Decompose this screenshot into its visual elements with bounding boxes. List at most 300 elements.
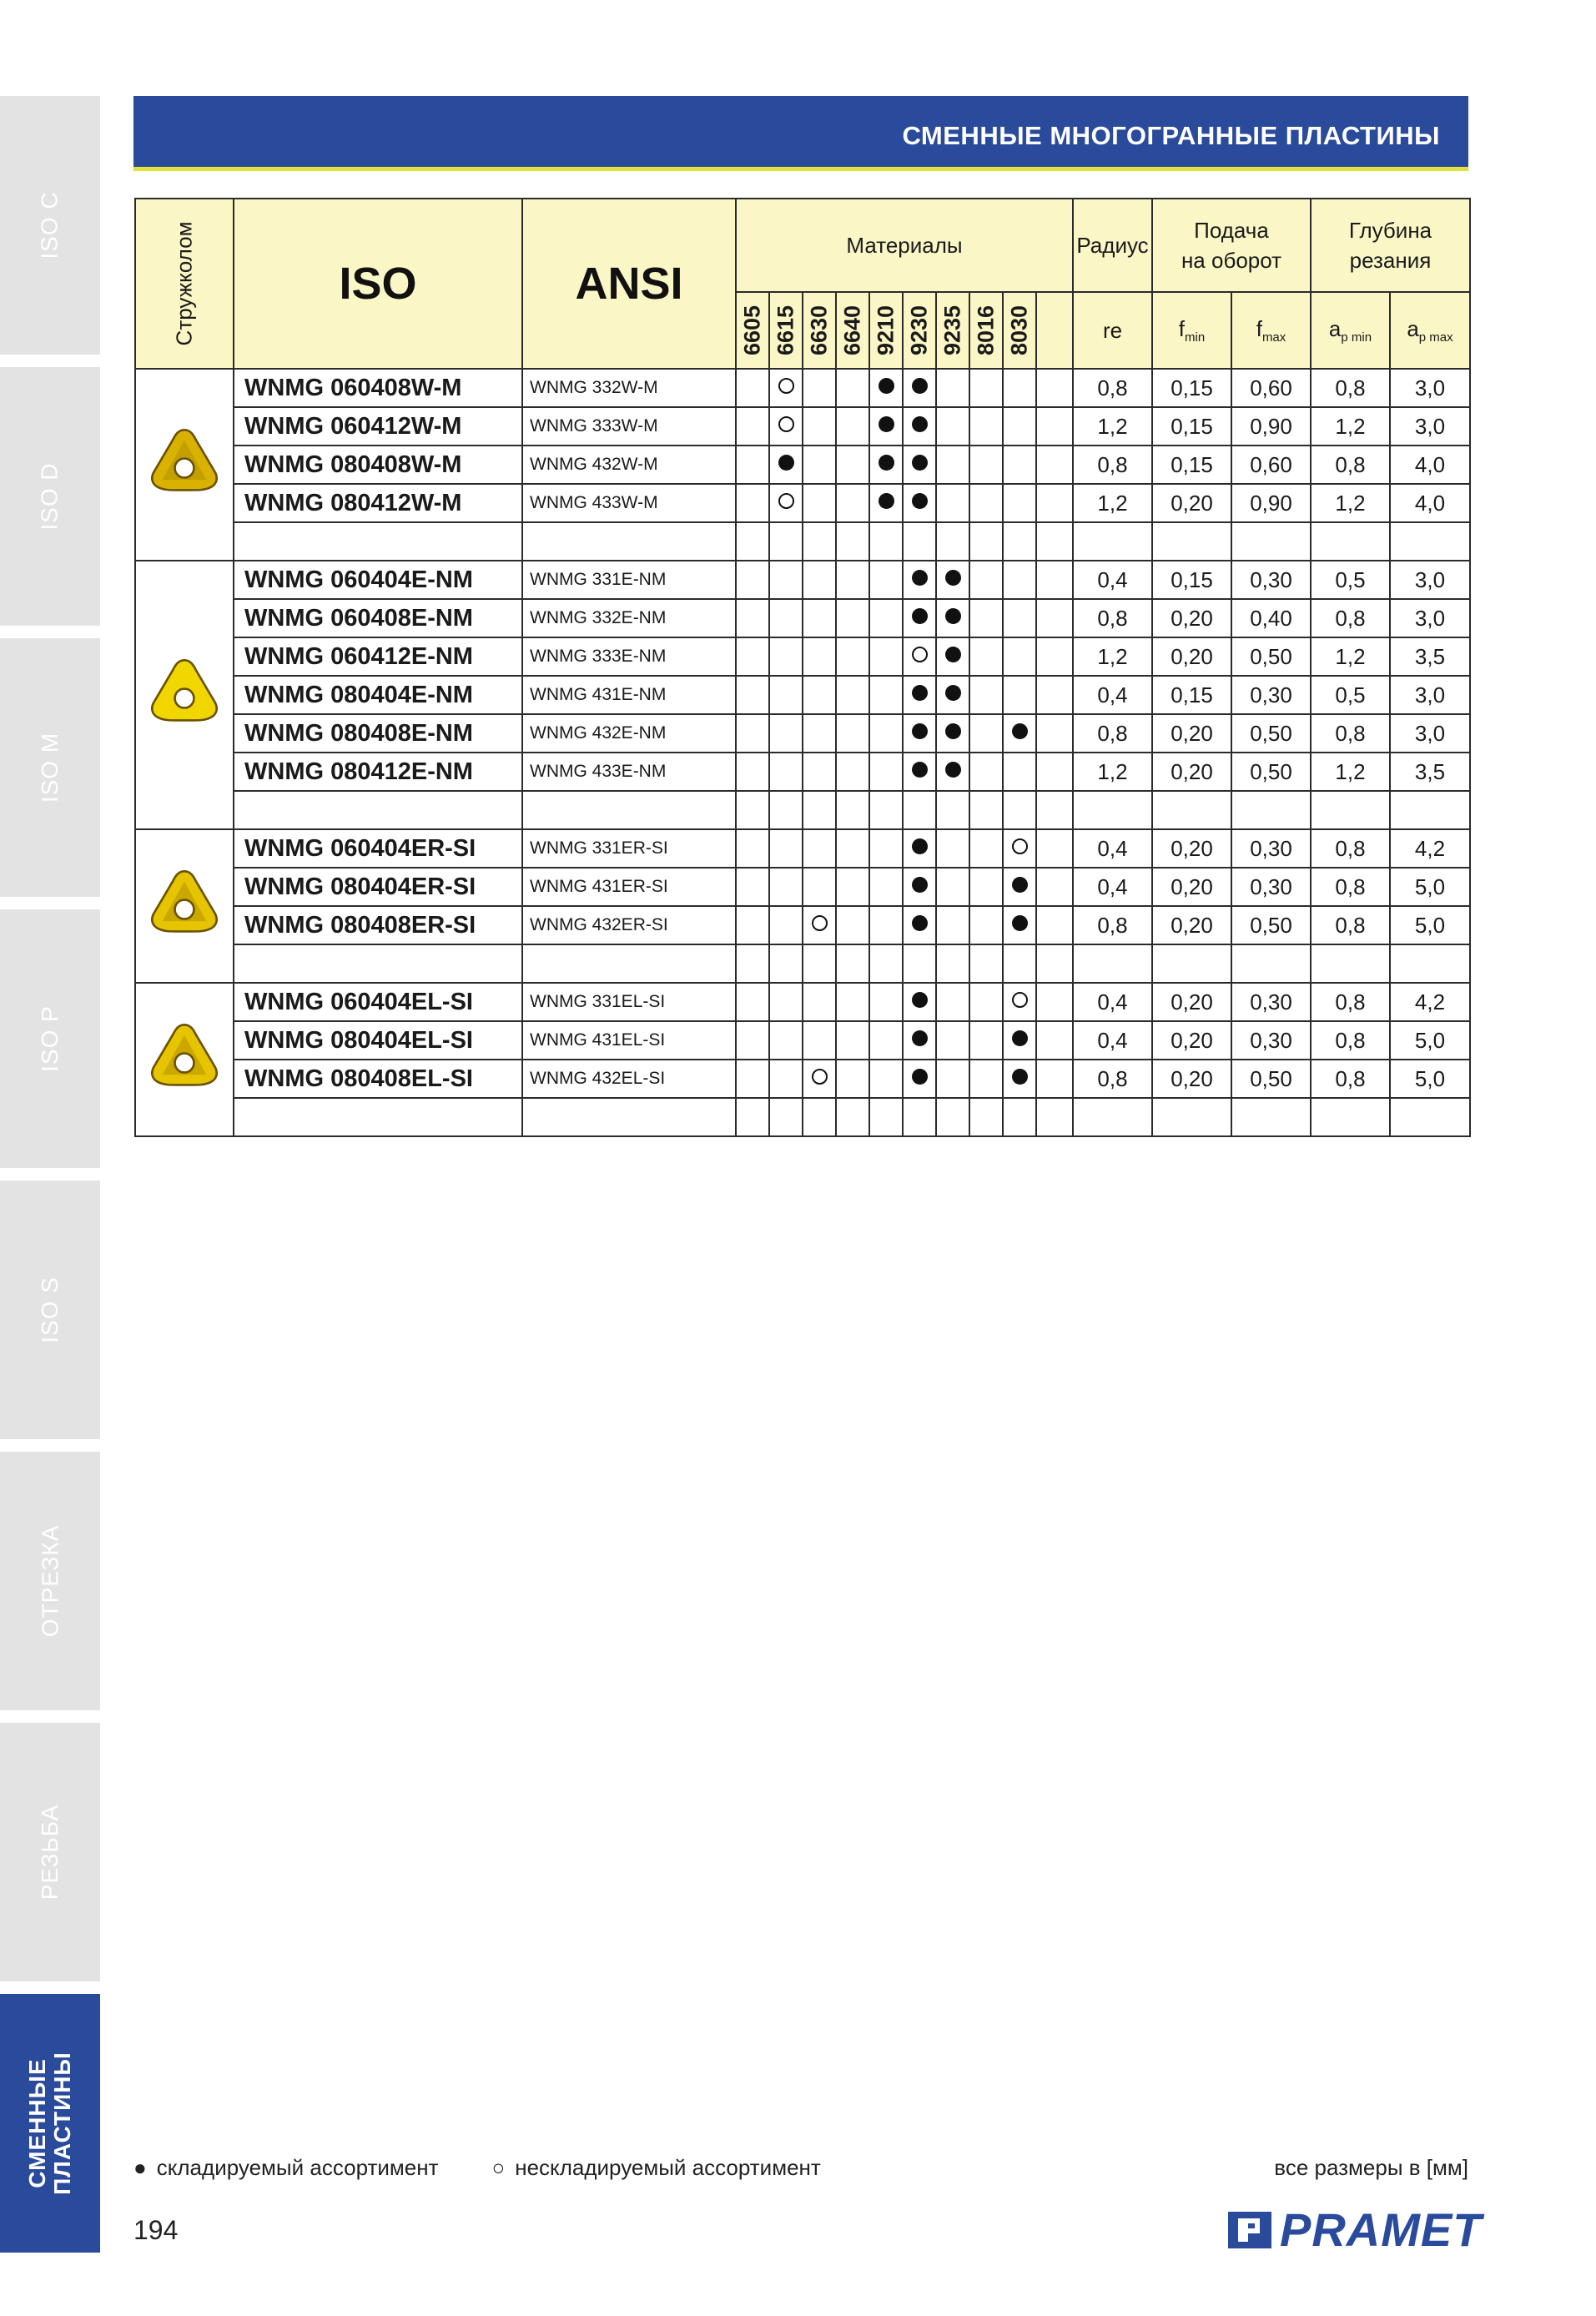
grade-cell: [1003, 983, 1036, 1021]
grade-cell: [736, 407, 769, 446]
hollow-dot-icon: ○: [491, 2155, 506, 2180]
grade-header: 8016: [969, 292, 1003, 369]
re-value: 0,8: [1073, 1060, 1152, 1098]
grade-cell: [736, 561, 769, 599]
grade-cell: [769, 446, 803, 484]
grade-cell: [803, 561, 836, 599]
grade-header: 6630: [803, 292, 836, 369]
apmax-value: 3,0: [1390, 714, 1470, 753]
grade-cell: [1003, 829, 1036, 868]
empty-cell: [769, 944, 803, 983]
empty-cell: [1152, 1098, 1231, 1136]
chipbreaker-header: Стружколом: [135, 199, 234, 369]
grade-spacer-cell: [1036, 906, 1073, 944]
grade-cell: [736, 676, 769, 714]
grade-cell: [769, 561, 803, 599]
grade-cell: [736, 714, 769, 753]
grade-spacer-cell: [1036, 714, 1073, 753]
re-value: 1,2: [1073, 637, 1152, 676]
side-tab-7[interactable]: [0, 1994, 100, 2253]
empty-cell: [936, 522, 969, 561]
depth-header: [1311, 199, 1470, 292]
grade-cell: [936, 407, 969, 446]
table-body: [135, 369, 1470, 1136]
stocked-dot-icon: [879, 493, 894, 509]
grade-cell: [969, 637, 1003, 676]
ansi-code: WNMG 333W-M: [522, 407, 736, 446]
stocked-dot-icon: [912, 493, 928, 509]
stocked-dot-icon: [879, 455, 894, 471]
grade-cell: [969, 446, 1003, 484]
grade-cell: [769, 1021, 803, 1060]
empty-cell: [234, 1098, 522, 1136]
grade-cell: [903, 714, 936, 753]
iso-code: WNMG 060412E-NM: [234, 637, 522, 676]
stocked-dot-icon: [945, 685, 961, 701]
stocked-dot-icon: [778, 455, 794, 471]
empty-cell: [522, 1098, 736, 1136]
fmin-value: 0,15: [1152, 407, 1231, 446]
fmax-value: 0,50: [1231, 753, 1311, 791]
re-value: 0,4: [1073, 1021, 1152, 1060]
empty-cell: [736, 522, 769, 561]
side-tab-6[interactable]: [0, 1723, 100, 1981]
grade-cell: [736, 868, 769, 906]
grade-cell: [869, 829, 903, 868]
ansi-code: WNMG 332W-M: [522, 369, 736, 407]
empty-cell: [1311, 522, 1390, 561]
grade-cell: [869, 637, 903, 676]
units-note: все размеры в [мм]: [1274, 2155, 1468, 2180]
fmax-value: 0,90: [1231, 484, 1311, 522]
empty-cell: [1390, 1098, 1470, 1136]
re-value: 1,2: [1073, 753, 1152, 791]
feed-header: [1152, 199, 1311, 292]
empty-cell: [803, 944, 836, 983]
stocked-dot-icon: [912, 608, 928, 624]
fmin-value: 0,20: [1152, 829, 1231, 868]
stocked-dot-icon: [912, 455, 928, 471]
grade-cell: [903, 753, 936, 791]
empty-cell: [836, 944, 869, 983]
empty-cell: [1390, 944, 1470, 983]
grade-cell: [903, 1021, 936, 1060]
fmin-value: 0,15: [1152, 676, 1231, 714]
empty-cell: [769, 1098, 803, 1136]
empty-cell: [1311, 944, 1390, 983]
grade-cell: [836, 676, 869, 714]
grade-cell: [1003, 714, 1036, 753]
table-row: [135, 1021, 1470, 1060]
grade-cell: [969, 484, 1003, 522]
grade-spacer-cell: [1036, 1060, 1073, 1098]
iso-code: WNMG 080412E-NM: [234, 753, 522, 791]
iso-code: WNMG 060408W-M: [234, 369, 522, 407]
apmin-value: 1,2: [1311, 407, 1390, 446]
grade-cell: [736, 637, 769, 676]
grade-cell: [803, 369, 836, 407]
stocked-dot-icon: [912, 877, 928, 893]
empty-cell: [803, 522, 836, 561]
empty-cell: [522, 522, 736, 561]
insert-er-si-icon: [135, 829, 234, 983]
non-stocked-dot-icon: [812, 915, 828, 931]
empty-cell: [1152, 791, 1231, 829]
grade-cell: [1003, 1060, 1036, 1098]
grade-cell: [736, 484, 769, 522]
iso-code: WNMG 060408E-NM: [234, 599, 522, 637]
side-tab-5[interactable]: [0, 1452, 100, 1710]
stocked-dot-icon: [912, 685, 928, 701]
grade-cell: [1003, 868, 1036, 906]
grade-cell: [836, 829, 869, 868]
grade-cell: [869, 753, 903, 791]
grade-cell: [936, 868, 969, 906]
apmax-value: 3,0: [1390, 676, 1470, 714]
empty-cell: [903, 522, 936, 561]
table-row-empty: [135, 791, 1470, 829]
grade-cell: [836, 637, 869, 676]
grade-cell: [803, 1021, 836, 1060]
apmin-value: 0,5: [1311, 561, 1390, 599]
ansi-code: WNMG 431EL-SI: [522, 1021, 736, 1060]
grade-header: 6605: [736, 292, 769, 369]
grade-cell: [736, 446, 769, 484]
page-title: СМЕННЫЕ МНОГОГРАННЫЕ ПЛАСТИНЫ: [902, 121, 1440, 150]
grade-cell: [936, 676, 969, 714]
grade-cell: [903, 561, 936, 599]
stocked-dot-icon: [912, 570, 928, 586]
grade-cell: [1003, 637, 1036, 676]
grade-cell: [903, 1060, 936, 1098]
empty-cell: [903, 944, 936, 983]
grade-cell: [903, 983, 936, 1021]
empty-cell: [736, 791, 769, 829]
stocked-dot-icon: [945, 723, 961, 739]
side-tab-label: ISO C: [36, 191, 63, 259]
grade-cell: [969, 714, 1003, 753]
apmin-value: 0,5: [1311, 676, 1390, 714]
side-tab-1[interactable]: [0, 367, 100, 626]
table-row: [135, 868, 1470, 906]
apmax-value: 5,0: [1390, 868, 1470, 906]
grade-cell: [869, 1060, 903, 1098]
empty-cell: [969, 1098, 1003, 1136]
apmin-value: 1,2: [1311, 484, 1390, 522]
grade-cell: [903, 637, 936, 676]
apmax-value: 3,0: [1390, 561, 1470, 599]
grade-cell: [903, 369, 936, 407]
fmax-value: 0,30: [1231, 829, 1311, 868]
ansi-code: WNMG 432ER-SI: [522, 906, 736, 944]
grade-cell: [969, 753, 1003, 791]
grade-cell: [769, 868, 803, 906]
re-value: 0,4: [1073, 868, 1152, 906]
apmin-value: 0,8: [1311, 369, 1390, 407]
side-tab-0[interactable]: [0, 96, 100, 355]
empty-cell: [1036, 791, 1073, 829]
fmin-value: 0,20: [1152, 484, 1231, 522]
grade-cell: [1003, 561, 1036, 599]
side-tab-label: ISO S: [36, 1276, 63, 1343]
grade-cell: [736, 983, 769, 1021]
empty-cell: [836, 522, 869, 561]
grade-header: 9235: [936, 292, 969, 369]
ansi-code: WNMG 431ER-SI: [522, 868, 736, 906]
empty-cell: [869, 522, 903, 561]
grade-cell: [1003, 676, 1036, 714]
re-value: 0,8: [1073, 906, 1152, 944]
grade-cell: [969, 868, 1003, 906]
grade-cell: [936, 484, 969, 522]
empty-cell: [1073, 791, 1152, 829]
empty-cell: [936, 791, 969, 829]
grade-cell: [869, 484, 903, 522]
iso-header: ISO: [234, 199, 522, 369]
iso-code: WNMG 080404ER-SI: [234, 868, 522, 906]
grade-cell: [969, 369, 1003, 407]
table-row: [135, 599, 1470, 637]
empty-cell: [836, 1098, 869, 1136]
grade-cell: [769, 983, 803, 1021]
grade-cell: [836, 868, 869, 906]
stocked-dot-icon: [1012, 723, 1028, 739]
grade-cell: [736, 369, 769, 407]
iso-code: WNMG 060412W-M: [234, 407, 522, 446]
grade-cell: [1003, 1021, 1036, 1060]
empty-cell: [1036, 1098, 1073, 1136]
grade-cell: [836, 484, 869, 522]
table-row: [135, 829, 1470, 868]
empty-cell: [1390, 791, 1470, 829]
stocked-dot-icon: [912, 992, 928, 1008]
ansi-code: WNMG 331ER-SI: [522, 829, 736, 868]
empty-cell: [1390, 522, 1470, 561]
empty-cell: [1152, 944, 1231, 983]
ansi-code: WNMG 332E-NM: [522, 599, 736, 637]
side-tab-3[interactable]: [0, 909, 100, 1168]
grade-cell: [836, 446, 869, 484]
empty-cell: [969, 522, 1003, 561]
side-tab-label: ISO D: [36, 462, 63, 531]
grade-cell: [903, 868, 936, 906]
grade-cell: [869, 868, 903, 906]
empty-cell: [803, 791, 836, 829]
grade-cell: [1003, 369, 1036, 407]
grade-cell: [1003, 484, 1036, 522]
table-row: [135, 407, 1470, 446]
grade-cell: [969, 1060, 1003, 1098]
empty-cell: [769, 522, 803, 561]
fmax-value: 0,60: [1231, 369, 1311, 407]
pramet-logo-icon: [1226, 2208, 1273, 2252]
legend-non-stocked-label: нескладируемый ассортимент: [515, 2155, 821, 2180]
fmax-value: 0,30: [1231, 868, 1311, 906]
grade-cell: [769, 753, 803, 791]
grade-cell: [969, 829, 1003, 868]
empty-cell: [1003, 944, 1036, 983]
grade-cell: [936, 829, 969, 868]
grade-header-spacer: [1036, 292, 1073, 369]
grade-cell: [936, 906, 969, 944]
grade-cell: [969, 983, 1003, 1021]
grade-cell: [903, 599, 936, 637]
apmin-value: 0,8: [1311, 983, 1390, 1021]
fmin-value: 0,15: [1152, 369, 1231, 407]
apmax-value: 3,5: [1390, 637, 1470, 676]
grade-cell: [869, 983, 903, 1021]
re-value: 0,4: [1073, 561, 1152, 599]
apmax-value: 5,0: [1390, 1060, 1470, 1098]
ansi-code: WNMG 331E-NM: [522, 561, 736, 599]
apmin-value: 1,2: [1311, 753, 1390, 791]
stocked-dot-icon: [1012, 1030, 1028, 1046]
grade-cell: [936, 599, 969, 637]
table-row: [135, 714, 1470, 753]
grade-cell: [803, 676, 836, 714]
insert-w-m-icon: [135, 369, 234, 561]
stocked-dot-icon: [912, 1030, 928, 1046]
grade-cell: [736, 753, 769, 791]
grade-cell: [936, 983, 969, 1021]
grade-cell: [736, 829, 769, 868]
fmin-value: 0,15: [1152, 446, 1231, 484]
grade-cell: [869, 714, 903, 753]
stocked-dot-icon: [912, 1069, 928, 1085]
empty-cell: [234, 522, 522, 561]
grade-cell: [736, 1021, 769, 1060]
iso-code: WNMG 080404E-NM: [234, 676, 522, 714]
grade-cell: [803, 407, 836, 446]
apmin-value: 0,8: [1311, 446, 1390, 484]
grade-cell: [769, 369, 803, 407]
grade-cell: [803, 446, 836, 484]
apmin-value: 0,8: [1311, 1021, 1390, 1060]
f-min-header: $f_{min}$: [1152, 292, 1231, 369]
fmin-value: 0,20: [1152, 637, 1231, 676]
empty-cell: [234, 791, 522, 829]
grade-cell: [903, 676, 936, 714]
empty-cell: [234, 944, 522, 983]
materials-header: Материалы: [736, 199, 1073, 292]
grade-spacer-cell: [1036, 983, 1073, 1021]
grade-cell: [869, 676, 903, 714]
table-row: [135, 676, 1470, 714]
ansi-code: WNMG 432EL-SI: [522, 1060, 736, 1098]
grade-cell: [969, 1021, 1003, 1060]
grade-cell: [903, 906, 936, 944]
table-row: [135, 753, 1470, 791]
empty-cell: [1231, 944, 1311, 983]
fmin-value: 0,20: [1152, 1060, 1231, 1098]
ansi-code: WNMG 431E-NM: [522, 676, 736, 714]
grade-cell: [1003, 906, 1036, 944]
stocked-dot-icon: [912, 838, 928, 854]
grade-cell: [969, 561, 1003, 599]
apmin-value: 0,8: [1311, 906, 1390, 944]
side-tab-4[interactable]: [0, 1181, 100, 1439]
grade-cell: [936, 1021, 969, 1060]
grade-cell: [836, 714, 869, 753]
apmax-value: 3,0: [1390, 369, 1470, 407]
ansi-code: WNMG 433E-NM: [522, 753, 736, 791]
grade-cell: [836, 561, 869, 599]
grade-cell: [769, 407, 803, 446]
stocked-dot-icon: [912, 723, 928, 739]
legend-stocked-label: складируемый ассортимент: [156, 2155, 439, 2180]
apmax-value: 3,0: [1390, 407, 1470, 446]
grade-header: 9230: [903, 292, 936, 369]
empty-cell: [736, 944, 769, 983]
legend-non-stocked: [492, 2155, 821, 2181]
empty-cell: [1036, 522, 1073, 561]
grade-spacer-cell: [1036, 637, 1073, 676]
apmax-value: 5,0: [1390, 906, 1470, 944]
grade-spacer-cell: [1036, 561, 1073, 599]
empty-cell: [522, 791, 736, 829]
stocked-dot-icon: [1012, 877, 1028, 893]
table-row: [135, 906, 1470, 944]
ansi-code: WNMG 432W-M: [522, 446, 736, 484]
grade-cell: [736, 906, 769, 944]
grade-spacer-cell: [1036, 407, 1073, 446]
empty-cell: [1311, 1098, 1390, 1136]
side-tab-2[interactable]: [0, 638, 100, 897]
ansi-code: WNMG 331EL-SI: [522, 983, 736, 1021]
radius-header: Радиус: [1073, 199, 1152, 292]
fmax-value: 0,30: [1231, 1021, 1311, 1060]
ansi-code: WNMG 432E-NM: [522, 714, 736, 753]
fmin-value: 0,15: [1152, 561, 1231, 599]
table-row: [135, 1060, 1470, 1098]
grade-cell: [936, 637, 969, 676]
empty-cell: [836, 791, 869, 829]
grade-cell: [736, 1060, 769, 1098]
fmin-value: 0,20: [1152, 1021, 1231, 1060]
empty-cell: [736, 1098, 769, 1136]
grade-cell: [769, 676, 803, 714]
fmin-value: 0,20: [1152, 714, 1231, 753]
grade-cell: [769, 906, 803, 944]
table-row: [135, 561, 1470, 599]
apmax-value: 3,5: [1390, 753, 1470, 791]
feed-header-text: Подача на оборот: [1181, 218, 1282, 273]
ansi-header: ANSI: [522, 199, 736, 369]
non-stocked-dot-icon: [1012, 838, 1028, 854]
non-stocked-dot-icon: [912, 647, 928, 662]
stocked-dot-icon: [912, 915, 928, 931]
fmax-value: 0,60: [1231, 446, 1311, 484]
grade-spacer-cell: [1036, 868, 1073, 906]
stocked-dot-icon: [912, 416, 928, 432]
apmax-value: 4,0: [1390, 484, 1470, 522]
grade-cell: [803, 714, 836, 753]
stocked-dot-icon: [1012, 1069, 1028, 1085]
table-row: [135, 983, 1470, 1021]
apmax-value: 3,0: [1390, 599, 1470, 637]
grade-cell: [903, 446, 936, 484]
empty-cell: [1036, 944, 1073, 983]
grade-cell: [1003, 446, 1036, 484]
insert-e-nm-icon: [135, 561, 234, 829]
grade-cell: [803, 599, 836, 637]
empty-cell: [1073, 944, 1152, 983]
empty-cell: [1231, 791, 1311, 829]
grade-cell: [836, 369, 869, 407]
grade-cell: [803, 868, 836, 906]
empty-cell: [1073, 522, 1152, 561]
side-tab-label: СМЕННЫЕ ПЛАСТИНЫ: [24, 2052, 75, 2195]
